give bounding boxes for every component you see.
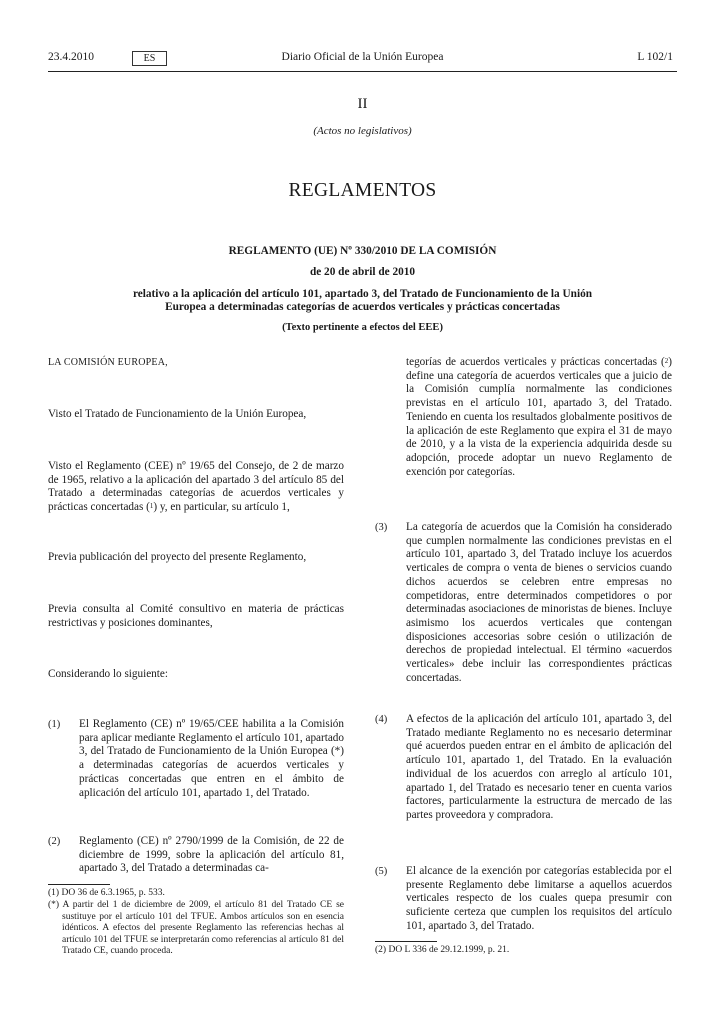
recital-4 — [406, 713, 672, 823]
visto-reglamento-text: Visto el Reglamento (CEE) nº 19/65 del Consejo, de 2 de marzo de 1965, relativo a la aplicación del apartado 3 del artículo 85 del Tratado a determinadas categorías de acuerdos verticales y prácticas concertadas ($^1$) y, en particular, su artículo 1, — [48, 460, 344, 514]
section-subtitle: (Actos no legislativos) — [313, 125, 412, 137]
recital-2 — [79, 835, 344, 876]
regulation-title: REGLAMENTO (UE) Nº 330/2010 DE LA COMISIÓN — [228, 245, 497, 257]
journal-title: Diario Oficial de la Unión Europea — [281, 51, 444, 63]
recital-2-number: (2) — [48, 836, 61, 847]
publication-date: 23.4.2010 — [48, 51, 94, 63]
recital-1 — [79, 718, 344, 800]
recital-2-continued — [406, 356, 672, 479]
previa-consulta-text: Previa consulta al Comité consultivo en materia de prácticas restrictivas y posiciones dominantes, — [48, 603, 344, 629]
commission-label — [48, 356, 344, 370]
recital-1-text: El Reglamento (CE) nº 19/65/CEE habilita a la Comisión para aplicar mediante Reglamento el artículo 101, apartado 3, del Tratado de Funcionamiento de la Unión Europea (*) a determinadas categorías de acuerdos verticales y prácticas concertadas que entren en el ámbito de aplicación del artículo 101, apartado 1, del Tratado. — [79, 718, 344, 799]
page-number: L 102/1 — [637, 51, 673, 63]
footnote-2: (2) DO L 336 de 29.12.1999, p. 21. — [375, 945, 510, 955]
footnote-1: (1) DO 36 de 6.3.1965, p. 533. — [48, 888, 165, 898]
visto-tratado-text: Visto el Tratado de Funcionamiento de la Unión Europea, — [48, 408, 307, 420]
header-rule — [48, 71, 677, 72]
recital-2-text: Reglamento (CE) nº 2790/1999 de la Comisión, de 22 de diciembre de 1999, sobre la aplicación del artículo 81, apartado 3, del Tratado a determinadas ca- — [79, 835, 344, 875]
recital-3-text: La categoría de acuerdos que la Comisión ha considerado que cumplen normalmente las condiciones previstas en el artículo 101, apartado 3, del Tratado incluye los acuerdos verticales de compra o venta de bienes o servicios cuando dichos acuerdos se celebren entre empresas no competidoras, entre determinados competidores o por determinadas asociaciones de minoristas de bienes. Incluye asimismo los acuerdos verticales que contengan disposiciones accesorias sobre cesión o utilización de derechos de propiedad intelectual. El término «acuerdos verticales» debe incluir las correspondientes prácticas concertadas. — [406, 521, 672, 684]
footnote-rule-left — [48, 884, 110, 885]
recital-4-text: A efectos de la aplicación del artículo 101, apartado 3, del Tratado mediante Reglamento no es necesario determinar qué acuerdos pueden entrar en el ámbito de aplicación del artículo 101, apartado 1, del Tratado. En la evaluación individual de los acuerdos con arreglo al artículo 101, apartado 1, del Tratado es necesario tener en cuenta varios factores, particularmente la estructura de mercado de las partes proveedora y compradora. — [406, 713, 672, 821]
recital-previa-publicacion — [48, 551, 344, 565]
recital-visto-reglamento — [48, 460, 344, 515]
regulation-date: de 20 de abril de 2010 — [309, 266, 416, 278]
recital-2-continued-text: tegorías de acuerdos verticales y prácticas concertadas ($^2$) define una categoría de acuerdos verticales que a juicio de la Comisión cumplía normalmente las condiciones previstas en el artículo 101, apartado 3, del Tratado. Teniendo en cuenta los resultados globalmente positivos de la aplicación de este Reglamento que expira el 31 de mayo de 2010, y a la vista de la experiencia adquirida desde su adopción, procede adoptar un nuevo Reglamento de exención por categorías. — [406, 356, 672, 478]
footnote-rule-right — [375, 941, 437, 942]
recital-visto-tratado — [48, 408, 344, 422]
recital-5-number: (5) — [375, 866, 388, 877]
regulation-subject-line2: Europea a determinadas categorías de acuerdos verticales y prácticas concertadas — [165, 301, 560, 313]
language-badge: ES — [132, 51, 167, 66]
regulation-subject-line1: relativo a la aplicación del artículo 101, apartado 3, del Tratado de Funcionamiento de la Unión — [132, 288, 593, 300]
recital-3 — [406, 521, 672, 685]
commission-text: LA COMISIÓN EUROPEA, — [48, 357, 168, 368]
previa-publicacion-text: Previa publicación del proyecto del presente Reglamento, — [48, 551, 307, 563]
recital-previa-consulta — [48, 603, 344, 630]
recital-4-number: (4) — [375, 714, 388, 725]
eee-note: (Texto pertinente a efectos del EEE) — [282, 322, 443, 333]
recital-1-number: (1) — [48, 719, 61, 730]
considerando-text: Considerando lo siguiente: — [48, 668, 168, 680]
recital-3-number: (3) — [375, 522, 388, 533]
considerando-label — [48, 668, 344, 682]
recital-5 — [406, 865, 672, 934]
section-number: II — [357, 96, 368, 112]
footnote-star: (*) A partir del 1 de diciembre de 2009, el artículo 81 del Tratado CE se sustituye por el artículo 101 del TFUE. Ambos artículos son en esencia idénticos. A efectos del presente Reglamento las referencias hechas al artículo 101 del TFUE se interpretarán como referencias al artículo 81 del Tratado CE, cuando proceda. — [48, 900, 344, 956]
recital-5-text: El alcance de la exención por categorías establecida por el presente Reglamento debe limitarse a aquellos acuerdos verticales respecto de los cuales quepa presumir con suficiente certeza que cumplen los requisitos del artículo 101, apartado 3, del Tratado. — [406, 865, 672, 932]
section-title: REGLAMENTOS — [288, 180, 437, 201]
